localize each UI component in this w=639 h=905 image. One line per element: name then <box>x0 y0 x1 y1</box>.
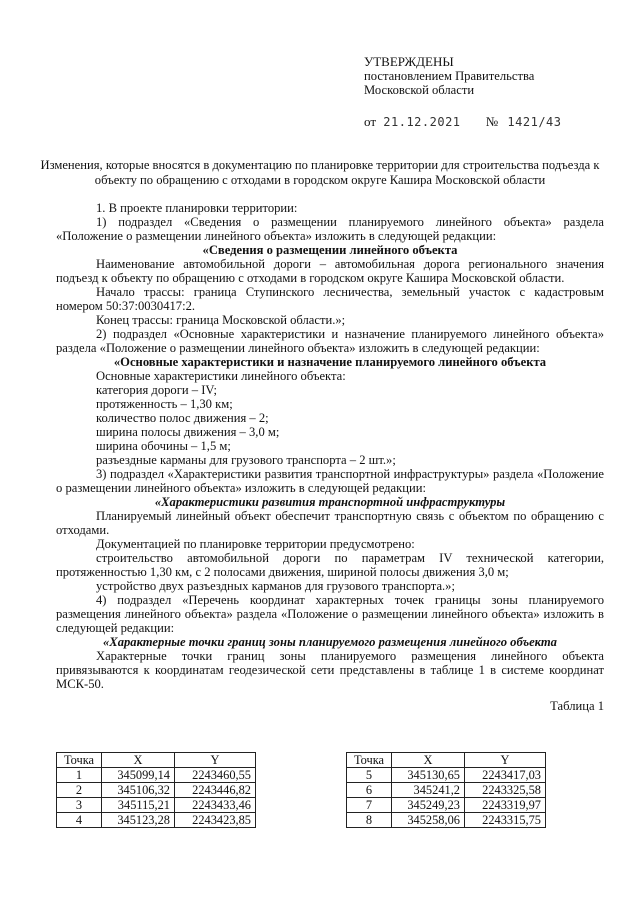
approval-heading: УТВЕРЖДЕНЫ <box>364 54 454 69</box>
table-cell: 2243319,97 <box>465 798 546 813</box>
decree-number: 1421/43 <box>507 115 562 129</box>
table-caption: Таблица 1 <box>550 699 604 713</box>
column-header: Точка <box>57 753 102 768</box>
table-cell: 1 <box>57 768 102 783</box>
table-header-row <box>347 753 546 768</box>
table-cell: 7 <box>347 798 392 813</box>
paragraph: строительство автомобильной дороги по параметрам IV технической категории, протяженностью 1,30 км, с 2 полосами движения, шириной полосы движения 3,0 м; <box>56 551 604 579</box>
table-cell: 2243325,58 <box>465 783 546 798</box>
table-row <box>347 783 546 798</box>
paragraph: Начало трассы: граница Ступинского лесничества, земельный участок с кадастровым номером 50:37:0030417:2. <box>56 285 604 313</box>
table-cell: 2243315,75 <box>465 813 546 828</box>
table-cell: 345115,21 <box>102 798 175 813</box>
table-row <box>347 798 546 813</box>
list-item: ширина полосы движения – 3,0 м; <box>96 425 280 439</box>
table-header-row <box>57 753 256 768</box>
decree-date: 21.12.2021 <box>383 115 461 129</box>
table-cell: 345241,2 <box>392 783 465 798</box>
paragraph: Документацией по планировке территории предусмотрено: <box>96 537 415 551</box>
table-cell: 345106,32 <box>102 783 175 798</box>
table-cell: 345130,65 <box>392 768 465 783</box>
table-cell: 8 <box>347 813 392 828</box>
section-heading: «Сведения о размещении линейного объекта <box>202 243 458 257</box>
column-header: X <box>392 753 465 768</box>
table-row <box>57 813 256 828</box>
column-header: X <box>102 753 175 768</box>
section-heading: «Основные характеристики и назначение планируемого линейного объекта <box>113 355 547 369</box>
table-cell: 2243446,82 <box>175 783 256 798</box>
table-cell: 345258,06 <box>392 813 465 828</box>
table-row <box>57 768 256 783</box>
table-cell: 5 <box>347 768 392 783</box>
date-prefix: от <box>364 114 377 129</box>
table-cell: 3 <box>57 798 102 813</box>
table-cell: 6 <box>347 783 392 798</box>
table-cell: 345099,14 <box>102 768 175 783</box>
document-title: Изменения, которые вносятся в документацию по планировке территории для строительства подъезда к объекту по обращению с отходами в городском округе Кашира Московской области <box>40 158 600 187</box>
table-row <box>347 768 546 783</box>
list-item: разъездные карманы для грузового транспорта – 2 шт.»; <box>96 453 396 467</box>
table-row <box>57 798 256 813</box>
table-cell: 2243460,55 <box>175 768 256 783</box>
column-header: Точка <box>347 753 392 768</box>
paragraph: Основные характеристики линейного объекта: <box>96 369 346 383</box>
decree-date-line <box>364 115 562 129</box>
section-heading: «Характерные точки границ зоны планируемого размещения линейного объекта <box>103 635 557 649</box>
table-cell: 2243423,85 <box>175 813 256 828</box>
table-cell: 2 <box>57 783 102 798</box>
list-item: ширина обочины – 1,5 м; <box>96 439 231 453</box>
approval-block <box>364 55 624 97</box>
paragraph: Характерные точки границ зоны планируемого размещения линейного объекта привязываются к координатам геодезической сети представлены в таблице 1 в системе координат МСК-50. <box>56 649 604 691</box>
number-sign: № <box>485 114 499 129</box>
table-cell: 345123,28 <box>102 813 175 828</box>
paragraph: 2) подраздел «Основные характеристики и назначение планируемого линейного объекта» раздела «Положение о размещении линейного объекта» изложить в следующей редакции: <box>56 327 604 355</box>
paragraph: Наименование автомобильной дороги – автомобильная дорога регионального значения подъезд к объекту по обращению с отходами в городском округе Кашира Московской области. <box>56 257 604 285</box>
table-row <box>347 813 546 828</box>
paragraph: 1) подраздел «Сведения о размещении планируемого линейного объекта» раздела «Положение о размещении линейного объекта» изложить в следующей редакции: <box>56 215 604 243</box>
list-item: количество полос движения – 2; <box>96 411 269 425</box>
paragraph: Планируемый линейный объект обеспечит транспортную связь с объектом по обращению с отходами. <box>56 509 604 537</box>
coordinates-tables <box>56 752 604 842</box>
table-cell: 345249,23 <box>392 798 465 813</box>
column-header: Y <box>465 753 546 768</box>
paragraph: 1. В проекте планировки территории: <box>96 201 298 215</box>
document-body <box>56 201 604 713</box>
list-item: протяженность – 1,30 км; <box>96 397 233 411</box>
table-cell: 2243417,03 <box>465 768 546 783</box>
table-cell: 2243433,46 <box>175 798 256 813</box>
approval-line: постановлением Правительства <box>364 69 535 83</box>
list-item: категория дороги – IV; <box>96 383 218 397</box>
table-row <box>57 783 256 798</box>
paragraph: Конец трассы: граница Московской области.»; <box>96 313 346 327</box>
paragraph: устройство двух разъездных карманов для грузового транспорта.»; <box>96 579 455 593</box>
coordinates-table-left <box>56 752 256 828</box>
table-cell: 4 <box>57 813 102 828</box>
approval-line: Московской области <box>364 83 475 97</box>
section-heading: «Характеристики развития транспортной инфраструктуры <box>154 495 506 509</box>
paragraph: 4) подраздел «Перечень координат характерных точек границы зоны планируемого размещения линейного объекта» раздела «Положение о размещении линейного объекта» изложить в следующей редакции: <box>56 593 604 635</box>
column-header: Y <box>175 753 256 768</box>
paragraph: 3) подраздел «Характеристики развития транспортной инфраструктуры» раздела «Положение о размещении линейного объекта» изложить в следующей редакции: <box>56 467 604 495</box>
coordinates-table-right <box>346 752 546 828</box>
